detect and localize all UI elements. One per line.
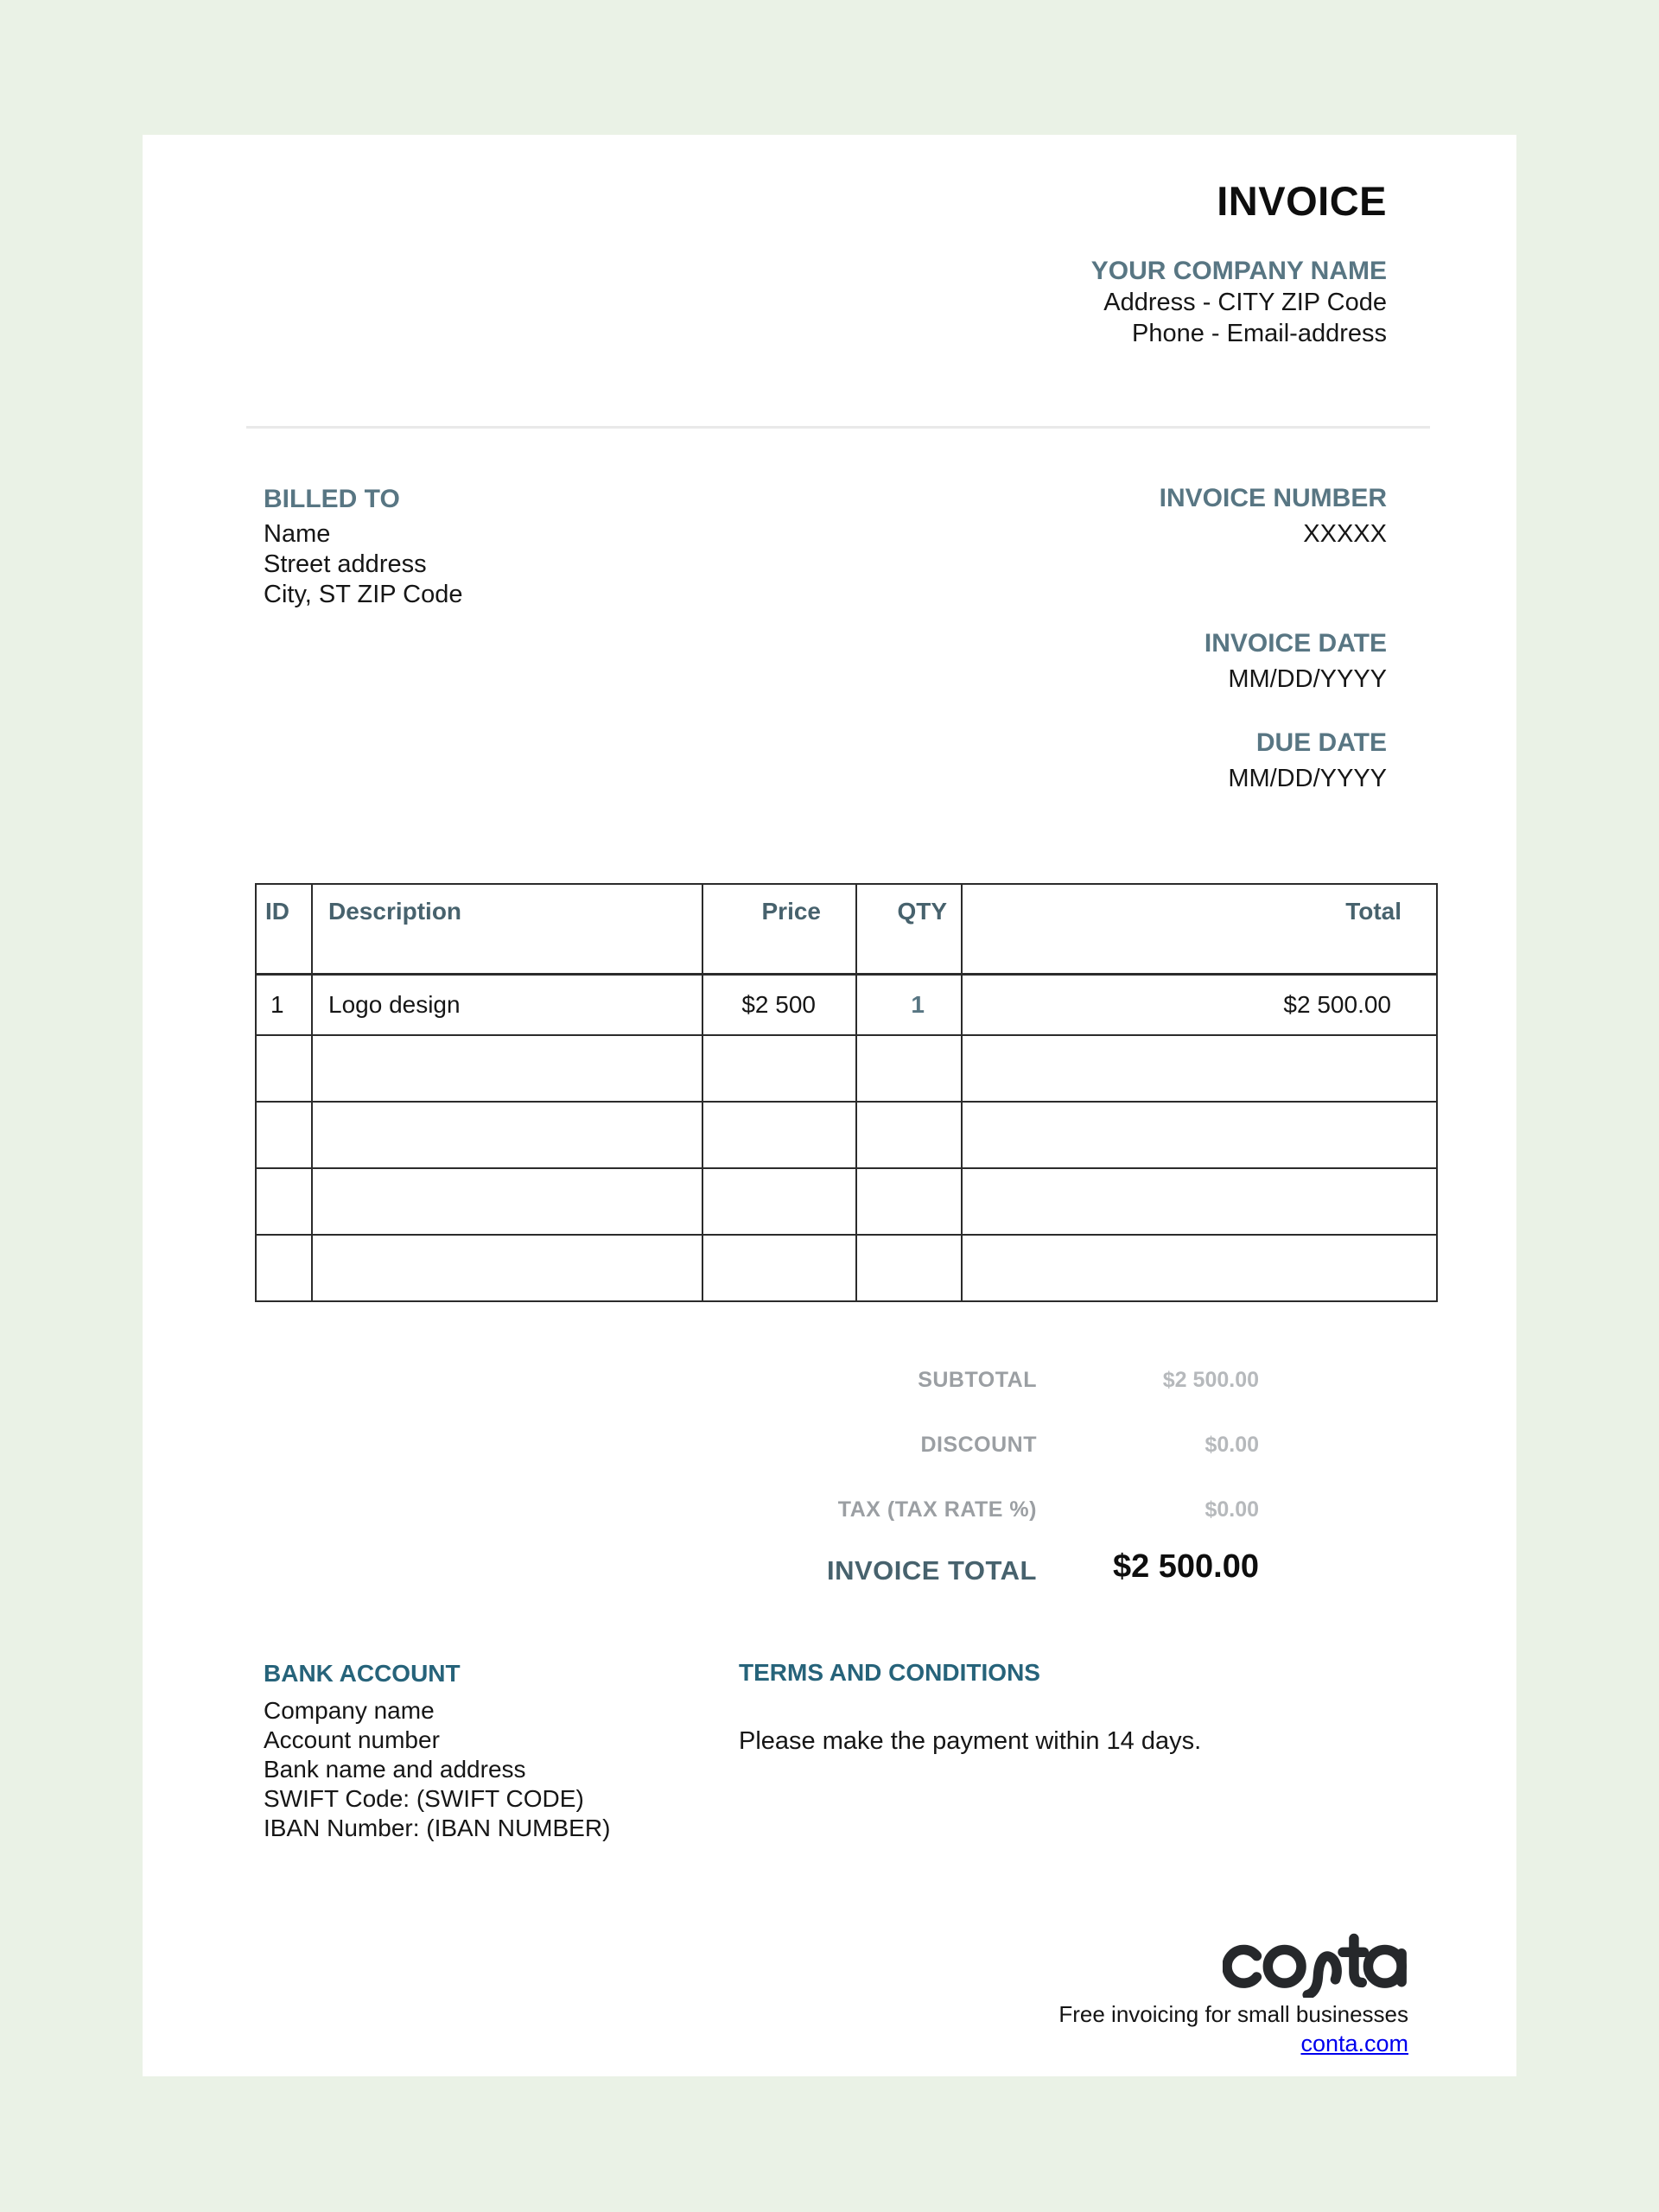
cell-qty — [856, 1102, 962, 1168]
cell-price — [702, 1102, 856, 1168]
logo-letter-c — [1227, 1949, 1256, 1983]
cell-description — [312, 1235, 702, 1301]
logo-letter-o — [1268, 1949, 1301, 1983]
col-header-id: ID — [256, 884, 312, 974]
logo-letter-a — [1368, 1949, 1402, 1983]
cell-description — [312, 1035, 702, 1102]
cell-total — [962, 1035, 1437, 1102]
table-row — [256, 1168, 1437, 1235]
cell-id — [256, 1035, 312, 1102]
bank-account-label: BANK ACCOUNT — [264, 1660, 461, 1687]
bank-company-name: Company name — [264, 1697, 435, 1724]
bank-swift-code: SWIFT Code: (SWIFT CODE) — [264, 1785, 584, 1812]
discount-value: $0.00 — [1205, 1433, 1259, 1457]
billed-to-city: City, ST ZIP Code — [264, 581, 463, 608]
col-header-qty: QTY — [856, 884, 962, 974]
due-date-block — [1228, 728, 1387, 793]
col-header-price: Price — [702, 884, 856, 974]
invoice-date-value: MM/DD/YYYY — [1228, 665, 1387, 693]
company-name: YOUR COMPANY NAME — [1090, 257, 1387, 285]
company-address: Address - CITY ZIP Code — [1103, 289, 1387, 316]
billed-to-label: BILLED TO — [264, 485, 400, 513]
invoice-total-value: $2 500.00 — [1112, 1548, 1259, 1585]
header-divider — [246, 426, 1430, 429]
cell-id — [256, 1168, 312, 1235]
invoice-date-label: INVOICE DATE — [1204, 629, 1387, 658]
due-date-label: DUE DATE — [1255, 728, 1387, 757]
table-row — [256, 1102, 1437, 1168]
bank-account-block — [264, 1659, 610, 1843]
logo-letter-t-stem — [1354, 1939, 1362, 1983]
conta-logo — [1223, 1932, 1408, 1998]
subtotal-value: $2 500.00 — [1162, 1368, 1259, 1392]
billed-to-block — [264, 484, 462, 610]
cell-total: $2 500.00 — [962, 974, 1437, 1035]
cell-total — [962, 1102, 1437, 1168]
cell-id — [256, 1102, 312, 1168]
billed-to-name: Name — [264, 520, 331, 548]
tax-label: TAX (TAX RATE %) — [837, 1497, 1037, 1522]
conta-link[interactable]: conta.com — [1300, 2031, 1408, 2056]
terms-label: TERMS AND CONDITIONS — [739, 1659, 1040, 1686]
terms-body: Please make the payment within 14 days. — [739, 1727, 1202, 1755]
footer-tagline: Free invoicing for small businesses — [1058, 2001, 1408, 2027]
billed-to-street: Street address — [264, 550, 427, 578]
bank-name-address: Bank name and address — [264, 1756, 526, 1783]
bank-iban-number: IBAN Number: (IBAN NUMBER) — [264, 1815, 611, 1841]
company-contact: Phone - Email-address — [1132, 320, 1387, 347]
logo-swoosh — [1307, 1956, 1337, 1995]
invoice-total-label: INVOICE TOTAL — [826, 1555, 1037, 1586]
cell-description: Logo design — [312, 974, 702, 1035]
cell-price — [702, 1168, 856, 1235]
invoice-title: INVOICE — [1217, 178, 1387, 224]
cell-price: $2 500 — [702, 974, 856, 1035]
cell-id: 1 — [256, 974, 312, 1035]
table-row — [256, 1035, 1437, 1102]
due-date-value: MM/DD/YYYY — [1228, 765, 1387, 792]
invoice-number-label: INVOICE NUMBER — [1159, 484, 1387, 512]
col-header-description: Description — [312, 884, 702, 974]
cell-price — [702, 1235, 856, 1301]
tax-value: $0.00 — [1205, 1497, 1259, 1522]
items-table-header-row — [256, 884, 1437, 974]
cell-qty: 1 — [856, 974, 962, 1035]
cell-price — [702, 1035, 856, 1102]
discount-label: DISCOUNT — [920, 1433, 1037, 1457]
invoice-number-block — [1160, 484, 1387, 549]
cell-description — [312, 1102, 702, 1168]
cell-id — [256, 1235, 312, 1301]
company-block — [1091, 256, 1387, 349]
cell-description — [312, 1168, 702, 1235]
items-table — [255, 883, 1438, 1302]
cell-total — [962, 1235, 1437, 1301]
table-row — [256, 974, 1437, 1035]
cell-total — [962, 1168, 1437, 1235]
col-header-total: Total — [962, 884, 1437, 974]
invoice-sheet — [143, 135, 1516, 2076]
bank-account-number: Account number — [264, 1726, 440, 1753]
invoice-date-block — [1205, 629, 1387, 694]
subtotal-label: SUBTOTAL — [918, 1368, 1037, 1392]
cell-qty — [856, 1168, 962, 1235]
cell-qty — [856, 1035, 962, 1102]
invoice-number-value: XXXXX — [1303, 520, 1387, 548]
table-row — [256, 1235, 1437, 1301]
cell-qty — [856, 1235, 962, 1301]
